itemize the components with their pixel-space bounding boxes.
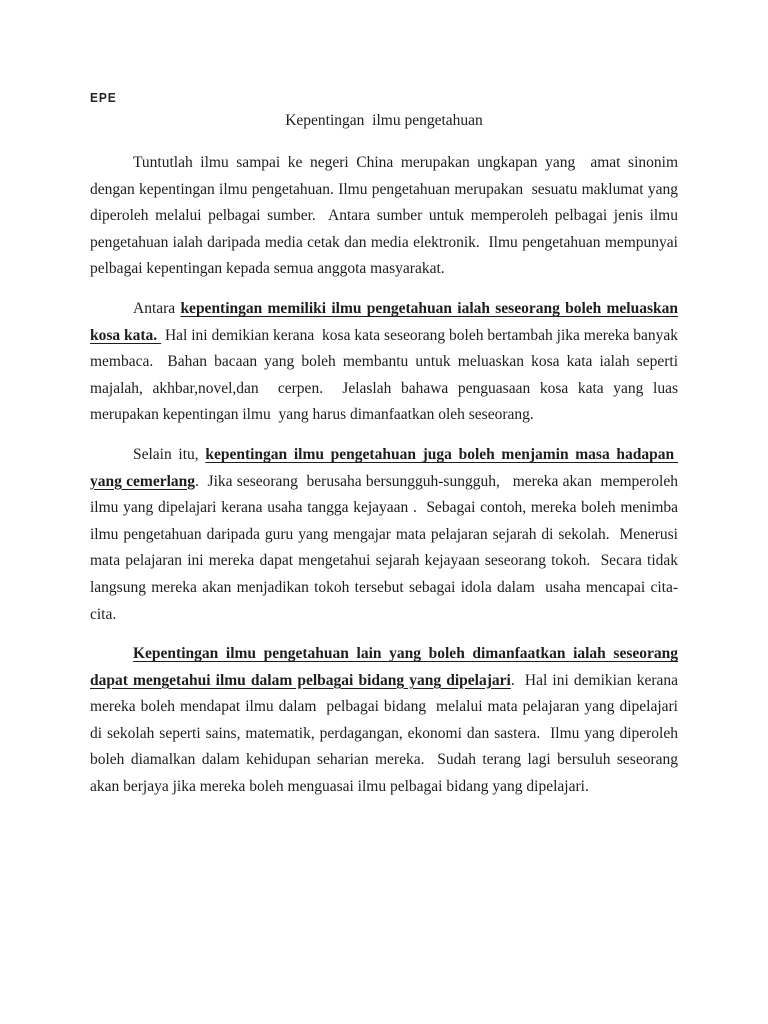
emphasized-text: kepentingan ilmu pengetahuan juga boleh menjamin masa hadapan yang cemerlang — [90, 445, 679, 490]
paragraph — [90, 296, 678, 429]
paragraph — [90, 150, 678, 283]
body-text: Selain itu, — [133, 445, 206, 463]
paragraph — [90, 442, 678, 628]
essay-paragraphs — [90, 150, 678, 801]
body-text: Hal ini demikian kerana kosa kata seseorang boleh bertambah jika mereka banyak membaca. Bahan bacaan yang boleh membantu untuk meluaskan kosa kata ialah seperti majalah, akhbar,novel,dan cerpen. Jelaslah bahawa penguasaan kosa kata yang luas merupakan kepentingan ilmu yang harus dimanfaatkan oleh seseorang. — [90, 326, 679, 424]
emphasized-text: kepentingan memiliki ilmu pengetahuan ialah seseorang boleh meluaskan kosa kata. — [90, 299, 678, 344]
body-text: Antara — [133, 299, 181, 317]
body-text: . Jika seseorang berusaha bersungguh-sungguh, mereka akan memperoleh ilmu yang dipelajari kerana usaha tangga kejayaan . Sebagai contoh, mereka boleh menimba ilmu pengetahuan daripada guru yang mengajar mata pelajaran sejarah di sekolah. Menerusi mata pelajaran ini mereka dapat mengetahui sejarah kejayaan seseorang tokoh. Secara tidak langsung mereka akan menjadikan tokoh tersebut sebagai idola dalam usaha mencapai cita-cita. — [90, 472, 678, 623]
body-text: . Hal ini demikian kerana mereka boleh mendapat ilmu dalam pelbagai bidang melalui mata pelajaran yang dipelajari di sekolah seperti sains, matematik, perdagangan, ekonomi dan sastera. Ilmu yang diperoleh boleh diamalkan dalam kehidupan seharian mereka. Sudah terang lagi bersuluh seseorang akan berjaya jika mereka boleh menguasai ilmu pelbagai bidang yang dipelajari. — [90, 671, 678, 796]
paragraph — [90, 641, 678, 801]
document-header-label: EPE — [90, 90, 117, 105]
body-text: Tuntutlah ilmu sampai ke negeri China merupakan ungkapan yang amat sinonim dengan kepentingan ilmu pengetahuan. Ilmu pengetahuan merupakan sesuatu maklumat yang diperoleh melalui pelbagai sumber. Antara sumber untuk memperoleh pelbagai jenis ilmu pengetahuan ialah daripada media cetak dan media elektronik. Ilmu pengetahuan mempunyai pelbagai kepentingan kepada semua anggota masyarakat. — [90, 154, 678, 278]
emphasized-text: Kepentingan ilmu pengetahuan lain yang boleh dimanfaatkan ialah seseorang dapat mengetahui ilmu dalam pelbagai bidang yang dipelajari — [90, 645, 678, 689]
document-title: Kepentingan ilmu pengetahuan — [285, 112, 483, 129]
